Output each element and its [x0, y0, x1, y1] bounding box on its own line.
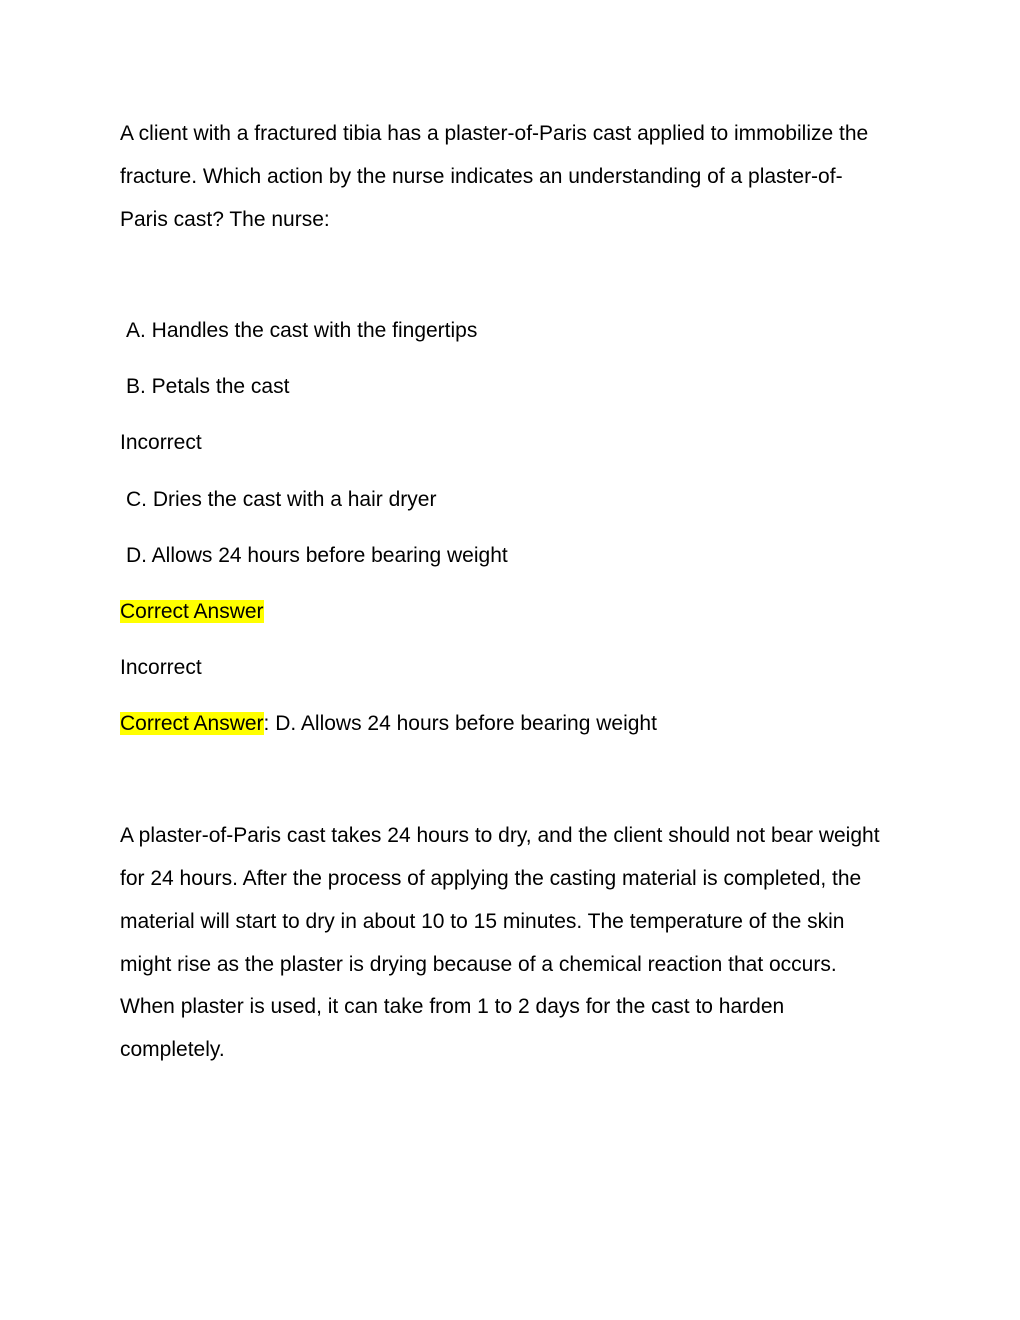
correct-answer-text: : D. Allows 24 hours before bearing weight — [263, 712, 657, 735]
correct-answer-highlight: Correct Answer — [120, 600, 264, 623]
option-c: C. Dries the cast with a hair dryer — [126, 488, 437, 511]
correct-answer-line — [120, 710, 657, 738]
explanation-line-2: for 24 hours. After the process of applying the casting material is completed, the — [120, 867, 862, 890]
correct-answer-label — [120, 598, 264, 626]
explanation-line-1: A plaster-of-Paris cast takes 24 hours to dry, and the client should not bear weight — [120, 824, 880, 847]
option-b: B. Petals the cast — [126, 375, 290, 398]
explanation-line-4: might rise as the plaster is drying because of a chemical reaction that occurs. — [120, 953, 837, 976]
correct-answer-highlight-2: Correct Answer — [120, 712, 264, 735]
explanation-line-3: material will start to dry in about 10 to 15 minutes. The temperature of the skin — [120, 910, 845, 933]
option-d: D. Allows 24 hours before bearing weight — [126, 544, 508, 567]
incorrect-label-1: Incorrect — [120, 431, 202, 454]
incorrect-label-2: Incorrect — [120, 656, 202, 679]
explanation-line-5: When plaster is used, it can take from 1 to 2 days for the cast to harden — [120, 995, 785, 1018]
question-line-3: Paris cast? The nurse: — [120, 208, 330, 231]
question-line-2: fracture. Which action by the nurse indicates an understanding of a plaster-of- — [120, 165, 843, 188]
option-a: A. Handles the cast with the fingertips — [126, 319, 478, 342]
explanation-line-6: completely. — [120, 1038, 225, 1061]
question-line-1: A client with a fractured tibia has a plaster-of-Paris cast applied to immobilize the — [120, 122, 869, 145]
